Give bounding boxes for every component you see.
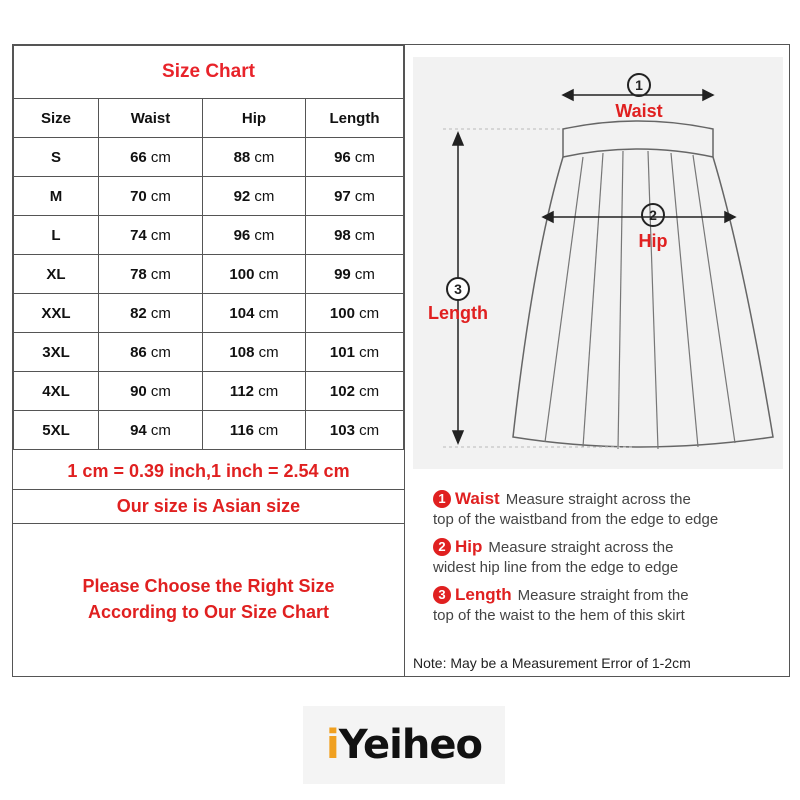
table-row xyxy=(14,255,404,294)
unit-label: cm xyxy=(254,148,275,166)
unit-label: cm xyxy=(254,226,275,244)
waist-number: 1 xyxy=(635,77,643,93)
unit-label: cm xyxy=(354,265,375,283)
unit-label: cm xyxy=(359,421,380,439)
instruction-name: Waist xyxy=(455,489,500,508)
brand-logo xyxy=(303,706,505,784)
unit-label: cm xyxy=(359,304,380,322)
unit-label: cm xyxy=(258,265,279,283)
guide-lines xyxy=(443,129,633,447)
unit-label: cm xyxy=(150,421,171,439)
length-cell: 96 cm xyxy=(306,138,404,177)
size-cell: 5XL xyxy=(14,411,99,450)
unit-label: cm xyxy=(150,265,171,283)
waistband-shape xyxy=(563,121,713,157)
unit-label: cm xyxy=(150,304,171,322)
size-cell: M xyxy=(14,177,99,216)
size-cell: XXL xyxy=(14,294,99,333)
table-row xyxy=(14,216,404,255)
header-waist: Waist xyxy=(99,99,203,138)
instruction-number: 3 xyxy=(433,586,451,604)
header-size: Size xyxy=(14,99,99,138)
hip-arrow xyxy=(543,212,735,222)
size-cell: 3XL xyxy=(14,333,99,372)
skirt-diagram xyxy=(413,57,783,469)
unit-label: cm xyxy=(258,382,279,400)
unit-label: cm xyxy=(254,187,275,205)
unit-conversion: 1 cm = 0.39 inch,1 inch = 2.54 cm xyxy=(13,453,404,490)
size-chart-frame xyxy=(12,44,790,677)
table-row xyxy=(14,333,404,372)
instruction-item xyxy=(433,489,783,530)
size-table xyxy=(13,45,404,450)
hip-cell: 116 cm xyxy=(203,411,306,450)
unit-label: cm xyxy=(354,187,375,205)
size-chart-title: Size Chart xyxy=(14,46,404,99)
unit-label: cm xyxy=(354,226,375,244)
instruction-line-2: top of the waist to the hem of this skirt xyxy=(433,607,685,624)
length-cell: 101 cm xyxy=(306,333,404,372)
instruction-name: Hip xyxy=(455,537,483,556)
hip-cell: 112 cm xyxy=(203,372,306,411)
waist-cell: 94 cm xyxy=(99,411,203,450)
header-length: Length xyxy=(306,99,404,138)
instruction-line-1: Measure straight across the xyxy=(488,539,674,556)
length-label: Length xyxy=(428,303,488,323)
choose-size-message xyxy=(13,573,404,625)
unit-label: cm xyxy=(359,343,380,361)
instruction-name: Length xyxy=(455,585,512,604)
instruction-item xyxy=(433,585,783,626)
waist-cell: 70 cm xyxy=(99,177,203,216)
waist-cell: 82 cm xyxy=(99,294,203,333)
hip-label: Hip xyxy=(638,231,668,251)
unit-label: cm xyxy=(150,382,171,400)
length-cell: 97 cm xyxy=(306,177,404,216)
unit-label: cm xyxy=(258,343,279,361)
instruction-number: 2 xyxy=(433,538,451,556)
table-row xyxy=(14,294,404,333)
length-cell: 103 cm xyxy=(306,411,404,450)
waist-cell: 78 cm xyxy=(99,255,203,294)
instruction-number: 1 xyxy=(433,490,451,508)
table-row xyxy=(14,138,404,177)
hip-cell: 108 cm xyxy=(203,333,306,372)
measurement-instructions xyxy=(433,489,783,633)
instruction-line-2: widest hip line from the edge to edge xyxy=(433,559,679,576)
hip-cell: 96 cm xyxy=(203,216,306,255)
table-header-row xyxy=(14,99,404,138)
unit-label: cm xyxy=(150,187,171,205)
hip-number: 2 xyxy=(649,207,657,223)
instruction-line-2: top of the waistband from the edge to edge xyxy=(433,511,719,528)
instruction-line-1: Measure straight across the xyxy=(505,491,691,508)
length-cell: 100 cm xyxy=(306,294,404,333)
unit-label: cm xyxy=(354,148,375,166)
size-cell: L xyxy=(14,216,99,255)
size-table-panel xyxy=(13,45,405,676)
table-row xyxy=(14,411,404,450)
measurement-panel xyxy=(405,45,789,676)
unit-label: cm xyxy=(258,421,279,439)
length-cell: 99 cm xyxy=(306,255,404,294)
choose-line-1: Please Choose the Right Size xyxy=(82,576,335,596)
hip-cell: 100 cm xyxy=(203,255,306,294)
waist-cell: 90 cm xyxy=(99,372,203,411)
length-cell: 98 cm xyxy=(306,216,404,255)
unit-label: cm xyxy=(359,382,380,400)
instruction-item xyxy=(433,537,783,578)
hip-cell: 92 cm xyxy=(203,177,306,216)
skirt-illustration xyxy=(413,57,783,469)
length-cell: 102 cm xyxy=(306,372,404,411)
size-cell: XL xyxy=(14,255,99,294)
asian-size-note: Our size is Asian size xyxy=(13,490,404,524)
choose-line-2: According to Our Size Chart xyxy=(87,602,330,622)
size-cell: 4XL xyxy=(14,372,99,411)
brand-name: Yeiheo xyxy=(338,722,482,768)
length-number: 3 xyxy=(454,281,462,297)
size-cell: S xyxy=(14,138,99,177)
skirt-body-shape xyxy=(513,157,773,447)
waist-cell: 66 cm xyxy=(99,138,203,177)
waist-label: Waist xyxy=(615,101,663,121)
unit-label: cm xyxy=(150,226,171,244)
table-row xyxy=(14,177,404,216)
unit-label: cm xyxy=(150,343,171,361)
header-hip: Hip xyxy=(203,99,306,138)
table-row xyxy=(14,372,404,411)
skirt-pleats xyxy=(545,151,735,449)
unit-label: cm xyxy=(150,148,171,166)
hip-cell: 104 cm xyxy=(203,294,306,333)
instruction-line-1: Measure straight from the xyxy=(517,587,689,604)
unit-label: cm xyxy=(258,304,279,322)
waist-cell: 74 cm xyxy=(99,216,203,255)
hip-cell: 88 cm xyxy=(203,138,306,177)
brand-prefix: i xyxy=(326,722,339,768)
waist-cell: 86 cm xyxy=(99,333,203,372)
measurement-error-note: Note: May be a Measurement Error of 1-2cm xyxy=(413,655,691,671)
